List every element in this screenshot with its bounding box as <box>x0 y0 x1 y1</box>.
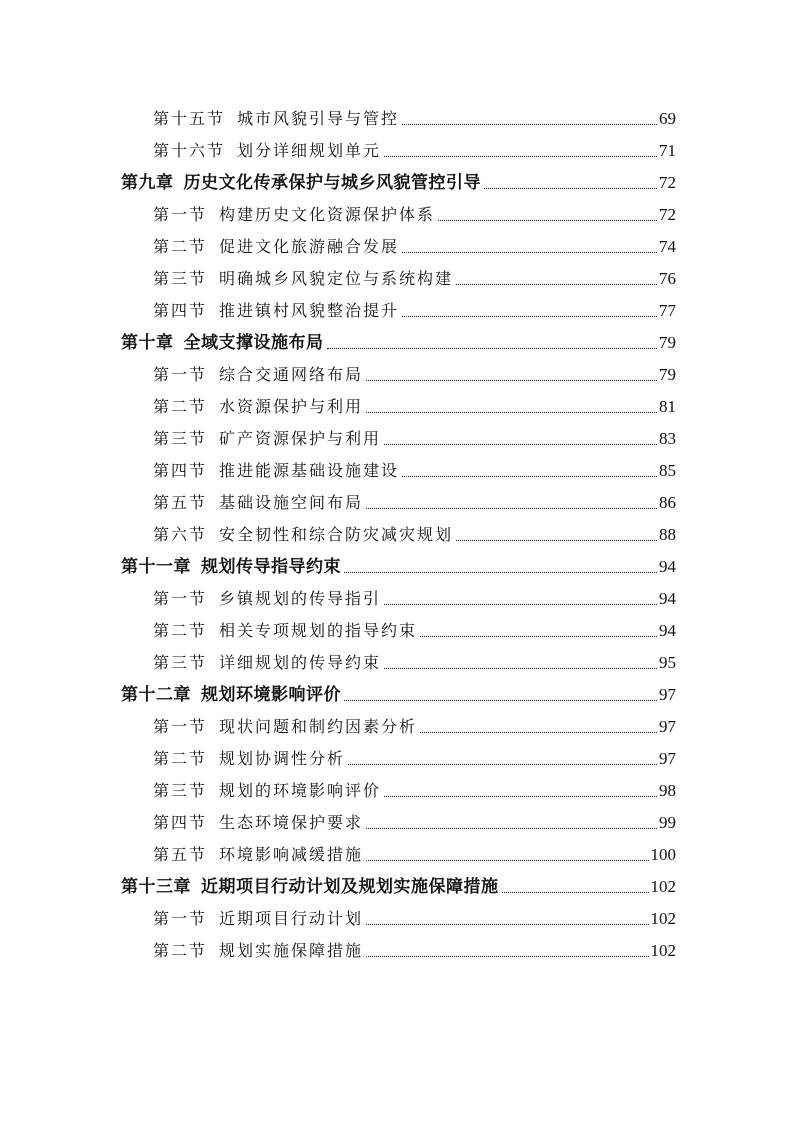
toc-entry-label <box>121 877 499 897</box>
toc-entry-title: 规划环境影响评价 <box>201 685 341 705</box>
toc-section-entry[interactable] <box>153 259 676 289</box>
toc-entry-page-number: 72 <box>659 173 676 192</box>
toc-section-entry[interactable] <box>153 483 676 513</box>
toc-entry-label <box>153 749 345 769</box>
toc-entry-page-number: 85 <box>659 461 676 480</box>
dot-leader <box>366 507 657 509</box>
toc-entry-number: 第三节 <box>153 269 208 288</box>
toc-entry-page-number: 94 <box>659 589 676 608</box>
toc-entry-page-number: 99 <box>659 813 676 832</box>
toc-entry-number: 第十六节 <box>153 141 226 160</box>
toc-entry-page-number: 81 <box>659 397 676 416</box>
dot-leader <box>384 443 657 445</box>
toc-section-entry[interactable] <box>153 835 676 865</box>
toc-entry-label <box>121 333 324 353</box>
toc-entry-number: 第二节 <box>153 621 208 640</box>
toc-entry-label <box>153 717 417 737</box>
toc-chapter-entry[interactable] <box>121 867 676 897</box>
toc-entry-number: 第三节 <box>153 781 208 800</box>
dot-leader <box>366 859 648 861</box>
dot-leader <box>348 763 657 765</box>
toc-entry-number: 第十章 <box>121 333 174 353</box>
toc-entry-title: 综合交通网络布局 <box>219 365 364 384</box>
toc-section-entry[interactable] <box>153 707 676 737</box>
toc-entry-label <box>153 269 453 289</box>
toc-entry-label <box>153 589 381 609</box>
dot-leader <box>402 123 657 125</box>
toc-entry-label <box>153 365 363 385</box>
toc-section-entry[interactable] <box>153 739 676 769</box>
toc-section-entry[interactable] <box>153 515 676 545</box>
toc-entry-label <box>153 941 363 961</box>
toc-entry-page-number: 76 <box>659 269 676 288</box>
toc-entry-label <box>121 685 341 705</box>
toc-entry-title: 安全韧性和综合防灾减灾规划 <box>219 525 454 544</box>
toc-entry-page-number: 97 <box>659 749 676 768</box>
dot-leader <box>384 795 657 797</box>
dot-leader <box>456 283 657 285</box>
dot-leader <box>344 571 657 573</box>
toc-entry-page-number: 94 <box>659 621 676 640</box>
toc-entry-page-number: 98 <box>659 781 676 800</box>
dot-leader <box>402 475 657 477</box>
toc-entry-title: 基础设施空间布局 <box>219 493 364 512</box>
toc-entry-number: 第六节 <box>153 525 208 544</box>
toc-entry-title: 相关专项规划的指导约束 <box>219 621 418 640</box>
dot-leader <box>366 827 657 829</box>
toc-entry-number: 第四节 <box>153 813 208 832</box>
toc-entry-label <box>121 173 481 193</box>
dot-leader <box>402 251 657 253</box>
dot-leader <box>502 891 649 893</box>
toc-chapter-entry[interactable] <box>121 547 676 577</box>
toc-entry-page-number: 72 <box>659 205 676 224</box>
toc-chapter-entry[interactable] <box>121 163 676 193</box>
toc-entry-title: 推进能源基础设施建设 <box>219 461 400 480</box>
toc-entry-page-number: 97 <box>659 717 676 736</box>
toc-entry-title: 规划的环境影响评价 <box>219 781 382 800</box>
toc-entry-number: 第一节 <box>153 717 208 736</box>
toc-entry-number: 第五节 <box>153 493 208 512</box>
dot-leader <box>366 923 648 925</box>
toc-entry-title: 规划协调性分析 <box>219 749 346 768</box>
toc-section-entry[interactable] <box>153 387 676 417</box>
toc-entry-label <box>153 813 363 833</box>
dot-leader <box>384 667 657 669</box>
toc-entry-title: 生态环境保护要求 <box>219 813 364 832</box>
toc-entry-label <box>121 557 341 577</box>
toc-entry-number: 第二节 <box>153 237 208 256</box>
toc-entry-number: 第十五节 <box>153 109 226 128</box>
toc-chapter-entry[interactable] <box>121 675 676 705</box>
toc-entry-title: 规划传导指导约束 <box>201 557 341 577</box>
toc-entry-number: 第二节 <box>153 941 208 960</box>
toc-section-entry[interactable] <box>153 771 676 801</box>
toc-section-entry[interactable] <box>153 227 676 257</box>
toc-entry-number: 第十一章 <box>121 557 191 577</box>
toc-section-entry[interactable] <box>153 355 676 385</box>
toc-entry-page-number: 79 <box>659 333 676 352</box>
toc-entry-label <box>153 493 363 513</box>
toc-entry-title: 历史文化传承保护与城乡风貌管控引导 <box>183 173 481 193</box>
toc-entry-label <box>153 653 381 673</box>
toc-section-entry[interactable] <box>153 291 676 321</box>
dot-leader <box>366 411 657 413</box>
toc-entry-label <box>153 429 381 449</box>
toc-entry-page-number: 74 <box>659 237 676 256</box>
toc-entry-number: 第十三章 <box>121 877 191 897</box>
toc-entry-page-number: 71 <box>659 141 676 160</box>
toc-entry-title: 规划实施保障措施 <box>219 941 364 960</box>
toc-entry-title: 明确城乡风貌定位与系统构建 <box>219 269 454 288</box>
toc-entry-page-number: 86 <box>659 493 676 512</box>
toc-entry-page-number: 102 <box>650 877 676 896</box>
dot-leader <box>384 155 657 157</box>
toc-entry-label <box>153 205 435 225</box>
toc-entry-label <box>153 845 363 865</box>
dot-leader <box>344 699 657 701</box>
toc-entry-title: 近期项目行动计划及规划实施保障措施 <box>201 877 499 897</box>
toc-entry-number: 第一节 <box>153 909 208 928</box>
dot-leader <box>402 315 657 317</box>
toc-entry-label <box>153 621 417 641</box>
toc-entry-page-number: 79 <box>659 365 676 384</box>
toc-section-entry[interactable] <box>153 451 676 481</box>
toc-entry-number: 第二节 <box>153 749 208 768</box>
toc-entry-page-number: 94 <box>659 557 676 576</box>
toc-entry-label <box>153 237 399 257</box>
dot-leader <box>484 187 657 189</box>
toc-entry-title: 划分详细规划单元 <box>237 141 382 160</box>
toc-entry-page-number: 88 <box>659 525 676 544</box>
toc-entry-title: 全域支撑设施布局 <box>183 333 324 353</box>
toc-entry-number: 第四节 <box>153 461 208 480</box>
toc-entry-title: 近期项目行动计划 <box>219 909 364 928</box>
toc-section-entry[interactable] <box>153 131 676 161</box>
dot-leader <box>366 379 657 381</box>
toc-entry-title: 乡镇规划的传导指引 <box>219 589 382 608</box>
toc-chapter-entry[interactable] <box>121 323 676 353</box>
toc-section-entry[interactable] <box>153 579 676 609</box>
toc-section-entry[interactable] <box>153 195 676 225</box>
toc-entry-page-number: 77 <box>659 301 676 320</box>
toc-entry-number: 第三节 <box>153 429 208 448</box>
toc-entry-number: 第一节 <box>153 365 208 384</box>
dot-leader <box>420 635 657 637</box>
toc-entry-label <box>153 909 363 929</box>
toc-entry-page-number: 69 <box>659 109 676 128</box>
toc-entry-label <box>153 461 399 481</box>
toc-entry-label <box>153 301 399 321</box>
toc-entry-page-number: 102 <box>650 909 676 928</box>
toc-entry-number: 第九章 <box>121 173 174 193</box>
toc-section-entry[interactable] <box>153 419 676 449</box>
toc-entry-number: 第五节 <box>153 845 208 864</box>
toc-section-entry[interactable] <box>153 803 676 833</box>
toc-entry-label <box>153 109 399 129</box>
toc-entry-page-number: 102 <box>650 941 676 960</box>
toc-entry-number: 第十二章 <box>121 685 191 705</box>
toc-entry-title: 构建历史文化资源保护体系 <box>219 205 436 224</box>
dot-leader <box>456 539 657 541</box>
dot-leader <box>438 219 657 221</box>
toc-entry-number: 第四节 <box>153 301 208 320</box>
toc-entry-label <box>153 525 453 545</box>
toc-entry-number: 第一节 <box>153 589 208 608</box>
toc-entry-page-number: 95 <box>659 653 676 672</box>
toc-entry-page-number: 83 <box>659 429 676 448</box>
dot-leader <box>327 347 658 349</box>
toc-entry-number: 第一节 <box>153 205 208 224</box>
toc-entry-title: 城市风貌引导与管控 <box>237 109 400 128</box>
toc-entry-label <box>153 141 381 161</box>
dot-leader <box>420 731 657 733</box>
toc-entry-label <box>153 397 363 417</box>
toc-entry-title: 现状问题和制约因素分析 <box>219 717 418 736</box>
toc-entry-page-number: 97 <box>659 685 676 704</box>
toc-entry-number: 第二节 <box>153 397 208 416</box>
toc-section-entry[interactable] <box>153 99 676 129</box>
toc-entry-title: 水资源保护与利用 <box>219 397 364 416</box>
toc-section-entry[interactable] <box>153 643 676 673</box>
toc-section-entry[interactable] <box>153 899 676 929</box>
toc-entry-page-number: 100 <box>650 845 676 864</box>
toc-entry-title: 推进镇村风貌整治提升 <box>219 301 400 320</box>
toc-section-entry[interactable] <box>153 931 676 961</box>
toc-entry-title: 详细规划的传导约束 <box>219 653 382 672</box>
dot-leader <box>384 603 657 605</box>
dot-leader <box>366 955 648 957</box>
toc-entry-label <box>153 781 381 801</box>
toc-entry-title: 促进文化旅游融合发展 <box>219 237 400 256</box>
toc-entry-title: 矿产资源保护与利用 <box>219 429 382 448</box>
toc-section-entry[interactable] <box>153 611 676 641</box>
toc-entry-number: 第三节 <box>153 653 208 672</box>
toc-entry-title: 环境影响减缓措施 <box>219 845 364 864</box>
